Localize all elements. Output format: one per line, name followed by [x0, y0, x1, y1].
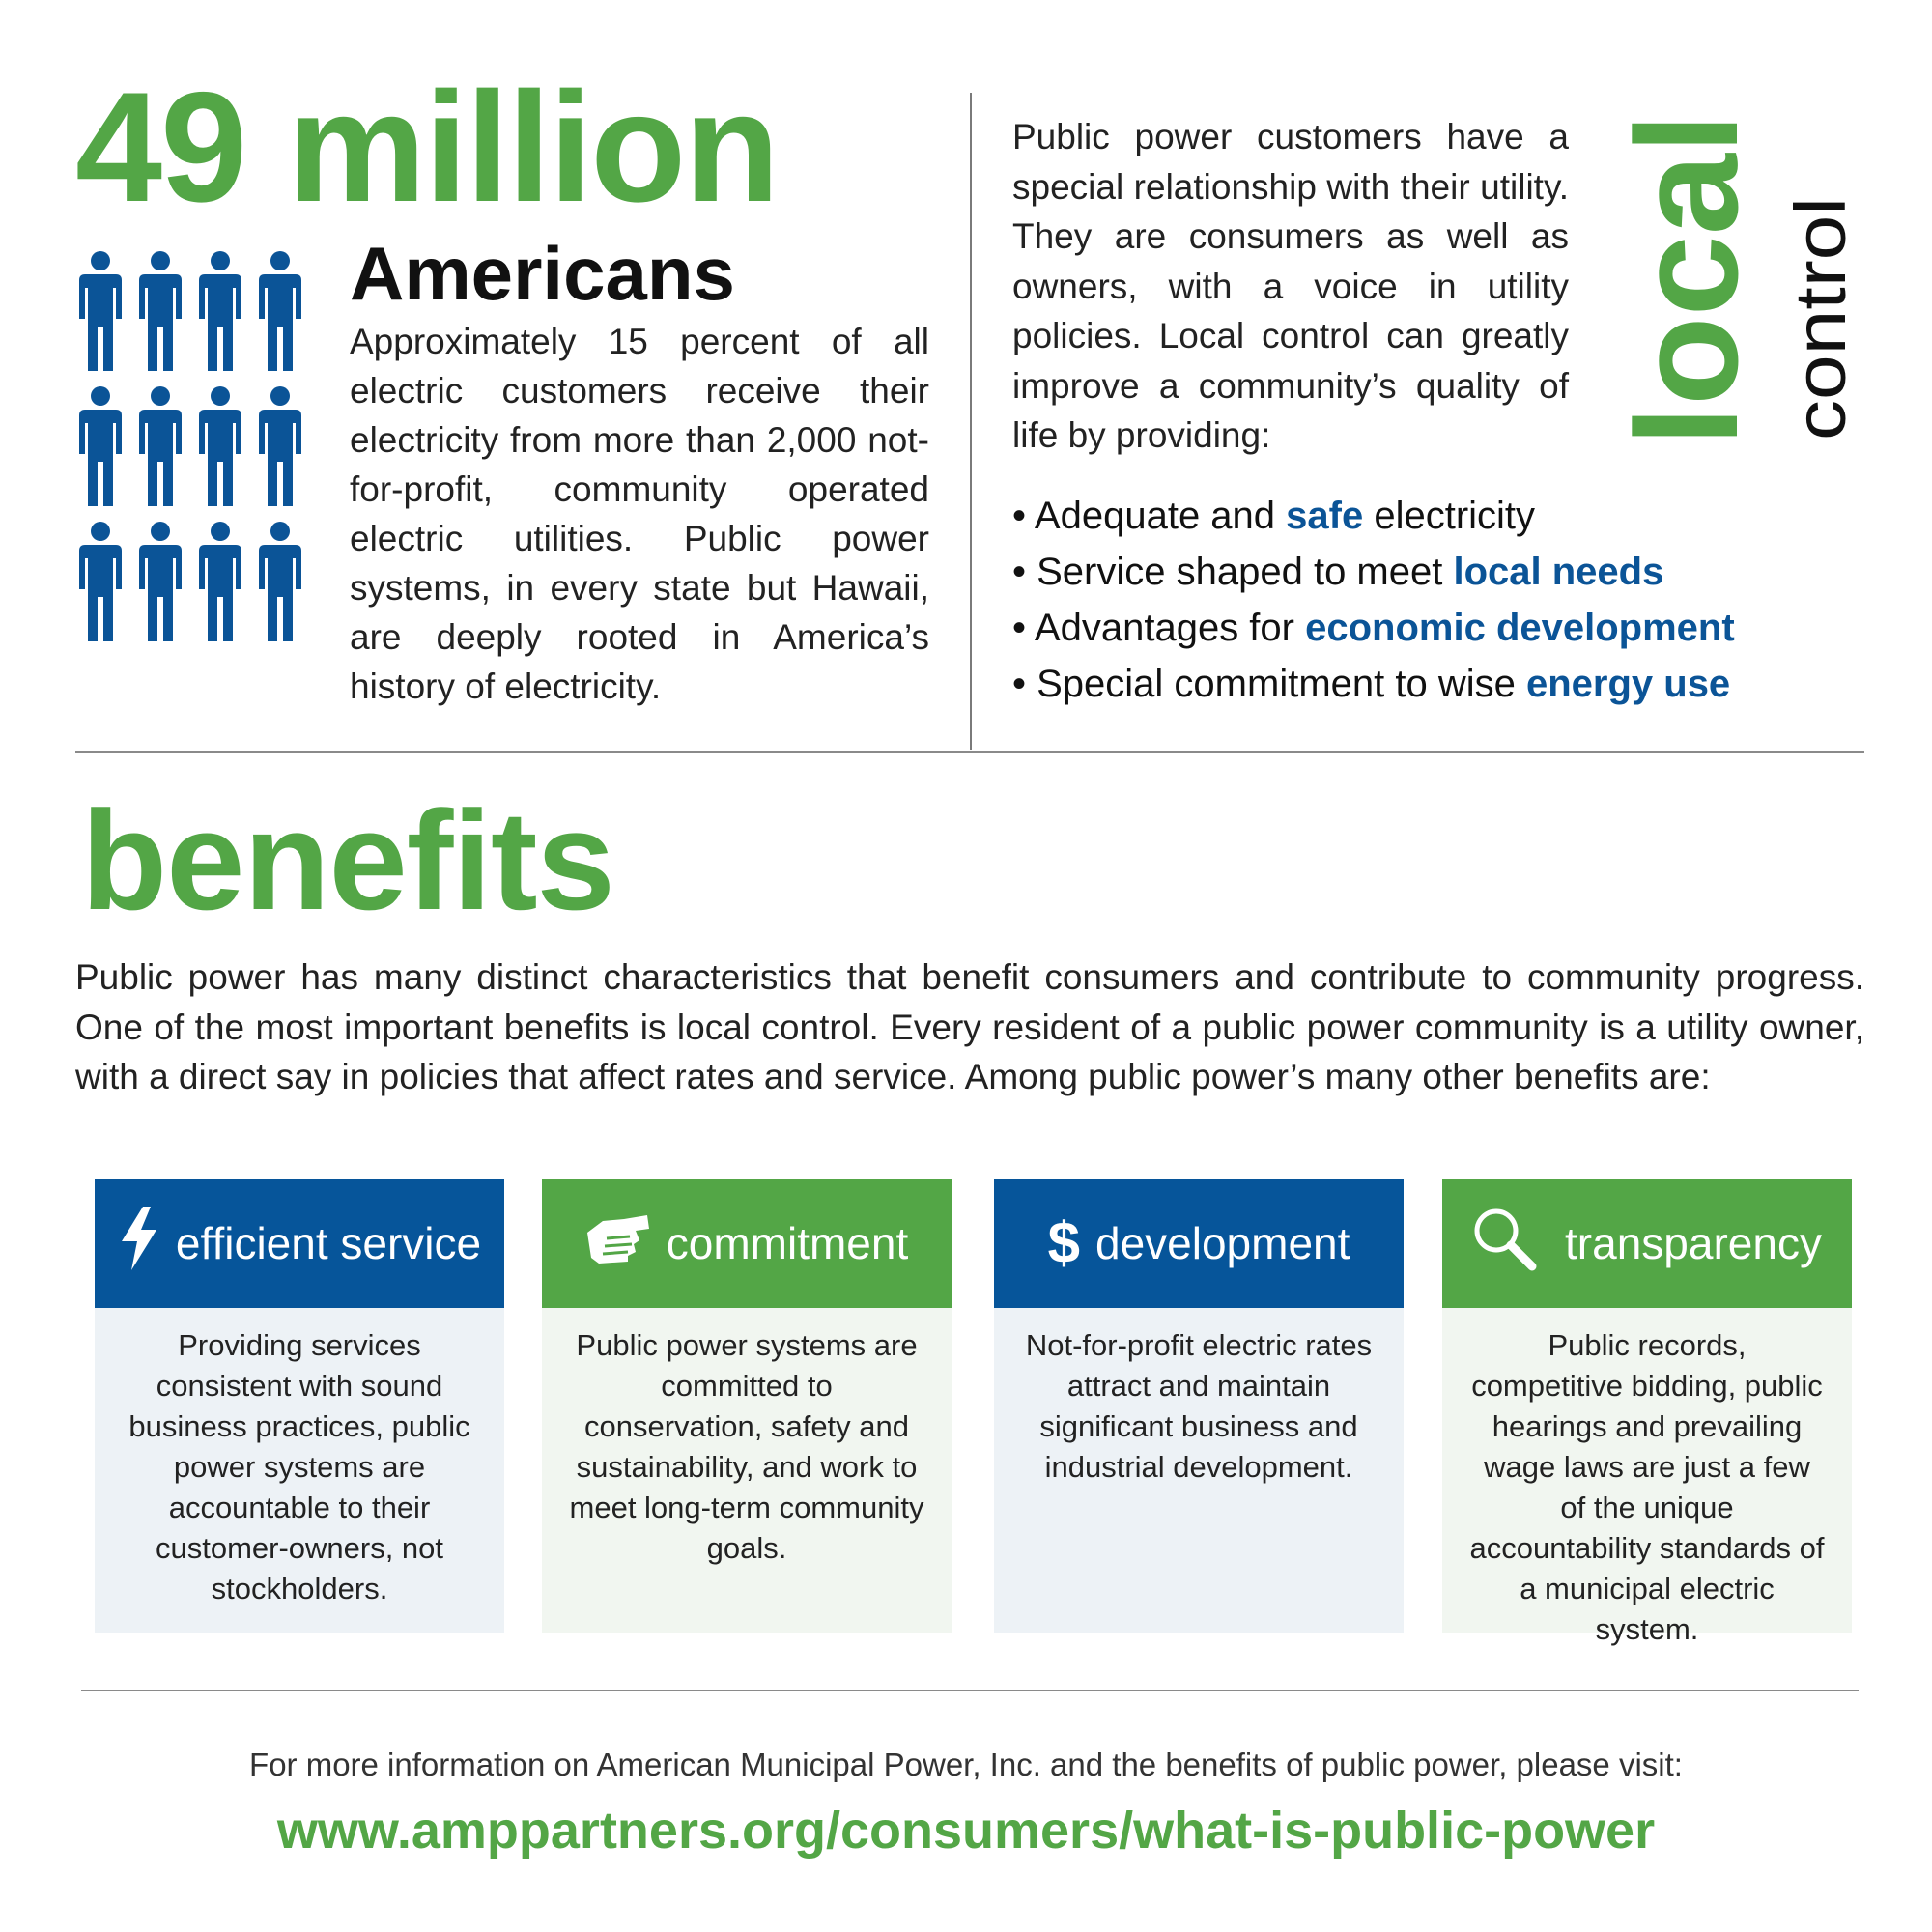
footer-url-link[interactable]: www.amppartners.org/consumers/what-is-public-power	[276, 1802, 1656, 1860]
person-icon	[139, 386, 182, 506]
card-body: Public power systems are committed to conservation, safety and sustainability, and work to meet long-term community goals.	[542, 1308, 952, 1633]
americans-subhead: Americans	[350, 231, 735, 316]
person-icon	[79, 251, 122, 371]
person-icon	[79, 386, 122, 506]
horizontal-divider	[81, 1690, 1859, 1691]
dollar-icon: $	[1047, 1210, 1080, 1275]
vertical-divider	[970, 93, 972, 750]
person-icon	[139, 251, 182, 371]
card-efficient-service	[95, 1179, 504, 1633]
bullet-item: • Service shaped to meet local needs	[1012, 544, 1735, 600]
person-icon	[199, 251, 242, 371]
card-header	[542, 1179, 952, 1308]
bullet-item: • Adequate and safe electricity	[1012, 488, 1735, 544]
card-commitment	[542, 1179, 952, 1633]
card-body: Public records, competitive bidding, public hearings and prevailing wage laws are just a few of the unique accountability standards of a municipal electric system.	[1442, 1308, 1852, 1633]
person-icon	[259, 522, 301, 641]
person-icon	[259, 251, 301, 371]
horizontal-divider	[75, 751, 1864, 753]
card-title: development	[1094, 1218, 1350, 1268]
card-title: efficient service	[175, 1218, 482, 1268]
card-body: Not-for-profit electric rates attract and maintain significant business and industrial development.	[994, 1308, 1404, 1633]
svg-text:local: local	[1605, 116, 1768, 446]
footer-text: For more information on American Municipal Power, Inc. and the benefits of public power, please visit:	[249, 1747, 1683, 1782]
person-icon	[199, 386, 242, 506]
intro-paragraph: Approximately 15 percent of all electric customers receive their electricity from more than 2,000 not-for-profit, community operated electric utilities. Public power systems, in every state but Hawaii, are deeply rooted in America’s history of electricity.	[350, 322, 929, 706]
people-icon-grid	[75, 251, 303, 647]
headline-49-million: 49 million	[75, 60, 779, 235]
card-transparency	[1442, 1179, 1852, 1646]
bullet-item: • Special commitment to wise energy use	[1012, 656, 1735, 712]
magnifier-icon	[1472, 1207, 1536, 1281]
card-body: Providing services consistent with sound business practices, public power systems are accountable to their customer-owners, not stockholders.	[95, 1308, 504, 1633]
person-icon	[199, 522, 242, 641]
lightning-icon	[118, 1207, 160, 1281]
bullet-item: • Advantages for economic development	[1012, 600, 1735, 656]
local-vertical-word	[1605, 108, 1768, 446]
card-header	[1442, 1179, 1852, 1308]
benefits-title: benefits	[81, 781, 614, 939]
card-header	[994, 1179, 1404, 1308]
person-icon	[259, 386, 301, 506]
local-control-paragraph: Public power customers have a special relationship with their utility. They are consumers as well as owners, with a voice in utility policies. Local control can greatly improve a community’s quality of life by providing:	[1012, 117, 1569, 455]
card-development	[994, 1179, 1404, 1633]
local-control-bullet-list	[1012, 488, 1735, 712]
card-title: commitment	[666, 1218, 909, 1268]
person-icon	[139, 522, 182, 641]
card-title: transparency	[1565, 1218, 1822, 1268]
card-header	[95, 1179, 504, 1308]
person-icon	[79, 522, 122, 641]
control-vertical-word	[1780, 193, 1861, 444]
benefits-paragraph: Public power has many distinct characteristics that benefit consumers and contribute to community progress. One of the most important benefits is local control. Every resident of a public power community is a utility owner, with a direct say in policies that affect rates and service. Among public power’s many other benefits are:	[75, 957, 1864, 1096]
handshake-icon	[585, 1211, 651, 1276]
svg-text:control: control	[1780, 225, 1861, 440]
